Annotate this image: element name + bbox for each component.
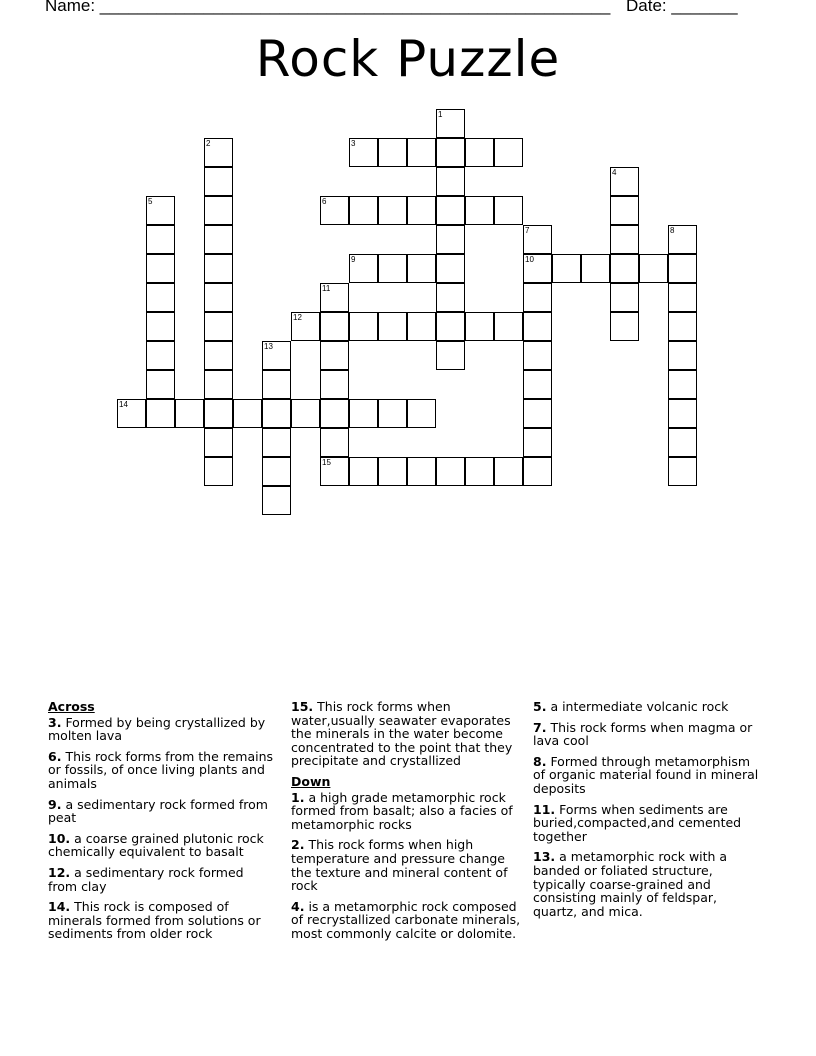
grid-cell[interactable] <box>146 399 175 428</box>
grid-cell[interactable] <box>262 486 291 515</box>
grid-cell[interactable] <box>204 457 233 486</box>
grid-cell[interactable] <box>204 341 233 370</box>
grid-cell[interactable] <box>146 370 175 399</box>
grid-cell[interactable] <box>291 312 320 341</box>
grid-cell[interactable] <box>146 225 175 254</box>
clue-down-5: 5. a intermediate volcanic rock <box>533 699 729 714</box>
grid-cell[interactable] <box>436 457 465 486</box>
grid-cell[interactable] <box>668 399 697 428</box>
grid-cell[interactable] <box>262 457 291 486</box>
grid-cell[interactable] <box>523 341 552 370</box>
grid-cell[interactable] <box>320 196 349 225</box>
grid-cell[interactable] <box>436 341 465 370</box>
grid-cell[interactable] <box>523 254 552 283</box>
grid-cell[interactable] <box>233 399 262 428</box>
grid-cell[interactable] <box>378 457 407 486</box>
grid-cell[interactable] <box>436 109 465 138</box>
grid-cell[interactable] <box>523 225 552 254</box>
grid-cell[interactable] <box>407 457 436 486</box>
grid-cell[interactable] <box>204 399 233 428</box>
grid-cell[interactable] <box>349 457 378 486</box>
clue-across-10: 10. a coarse grained plutonic rock chemically equivalent to basalt <box>48 830 264 860</box>
grid-cell[interactable] <box>349 399 378 428</box>
clue-number: 3 <box>351 139 356 148</box>
grid-cell[interactable] <box>262 428 291 457</box>
clue-column-2 <box>291 700 526 948</box>
grid-cell[interactable] <box>146 283 175 312</box>
across-heading: Across <box>48 699 95 714</box>
clue-number: 9 <box>351 255 356 264</box>
grid-cell[interactable] <box>465 457 494 486</box>
grid-cell[interactable] <box>436 283 465 312</box>
grid-cell[interactable] <box>378 254 407 283</box>
grid-cell[interactable] <box>204 428 233 457</box>
clue-down-11: 11. Forms when sediments are buried,compacted,and cemented together <box>533 801 742 844</box>
grid-cell[interactable] <box>117 399 146 428</box>
clue-number: 6 <box>322 197 327 206</box>
grid-cell[interactable] <box>262 341 291 370</box>
grid-cell[interactable] <box>436 312 465 341</box>
grid-cell[interactable] <box>349 254 378 283</box>
grid-cell[interactable] <box>639 254 668 283</box>
grid-cell[interactable] <box>465 196 494 225</box>
grid-cell[interactable] <box>407 312 436 341</box>
grid-cell[interactable] <box>320 341 349 370</box>
page-title: Rock Puzzle <box>255 30 561 88</box>
grid-cell[interactable] <box>465 312 494 341</box>
grid-cell[interactable] <box>668 254 697 283</box>
clue-column-1 <box>48 700 276 948</box>
grid-cell[interactable] <box>378 138 407 167</box>
grid-cell[interactable] <box>668 428 697 457</box>
grid-cell[interactable] <box>378 196 407 225</box>
grid-cell[interactable] <box>494 457 523 486</box>
clue-across-15: 15. This rock forms when water,usually seawater evaporates the minerals in the water become concentrated to the point that they precipitate and crystallized <box>291 699 513 769</box>
grid-cell[interactable] <box>204 138 233 167</box>
grid-cell[interactable] <box>204 370 233 399</box>
grid-cell[interactable] <box>668 312 697 341</box>
clue-across-12: 12. a sedimentary rock formed from clay <box>48 864 244 894</box>
grid-cell[interactable] <box>668 370 697 399</box>
grid-cell[interactable] <box>262 399 291 428</box>
grid-cell[interactable] <box>204 196 233 225</box>
grid-cell[interactable] <box>436 196 465 225</box>
grid-cell[interactable] <box>494 138 523 167</box>
clue-down-2: 2. This rock forms when high temperature and pressure change the texture and mineral content of rock <box>291 837 508 894</box>
grid-cell[interactable] <box>610 196 639 225</box>
grid-cell[interactable] <box>436 167 465 196</box>
clue-number: 15 <box>322 458 331 467</box>
grid-cell[interactable] <box>668 341 697 370</box>
grid-cell[interactable] <box>320 428 349 457</box>
grid-cell[interactable] <box>349 312 378 341</box>
grid-cell[interactable] <box>610 167 639 196</box>
grid-cell[interactable] <box>523 399 552 428</box>
date-field[interactable]: Date: _______ <box>626 0 738 15</box>
grid-cell[interactable] <box>523 312 552 341</box>
grid-cell[interactable] <box>407 196 436 225</box>
grid-cell[interactable] <box>320 283 349 312</box>
grid-cell[interactable] <box>523 283 552 312</box>
grid-cell[interactable] <box>494 196 523 225</box>
name-field[interactable]: Name: ______________________________________________________ <box>45 0 611 15</box>
grid-cell[interactable] <box>610 312 639 341</box>
grid-cell[interactable] <box>320 312 349 341</box>
grid-cell[interactable] <box>407 254 436 283</box>
clue-number: 4 <box>612 168 617 177</box>
clue-across-9: 9. a sedimentary rock formed from peat <box>48 796 268 826</box>
clue-down-7: 7. This rock forms when magma or lava cool <box>533 719 753 749</box>
down-heading: Down <box>291 773 331 789</box>
grid-cell[interactable] <box>349 196 378 225</box>
grid-cell[interactable] <box>204 312 233 341</box>
grid-cell[interactable] <box>610 225 639 254</box>
grid-cell[interactable] <box>291 399 320 428</box>
clue-number: 11 <box>322 284 331 293</box>
grid-cell[interactable] <box>523 428 552 457</box>
grid-cell[interactable] <box>349 138 378 167</box>
grid-cell[interactable] <box>523 370 552 399</box>
grid-cell[interactable] <box>320 457 349 486</box>
grid-cell[interactable] <box>552 254 581 283</box>
grid-cell[interactable] <box>668 457 697 486</box>
clue-number: 1 <box>438 110 443 119</box>
grid-cell[interactable] <box>610 254 639 283</box>
grid-cell[interactable] <box>146 254 175 283</box>
clue-across-6: 6. This rock forms from the remains or fossils, of once living plants and animals <box>48 748 274 791</box>
grid-cell[interactable] <box>581 254 610 283</box>
grid-cell[interactable] <box>378 312 407 341</box>
grid-cell[interactable] <box>610 283 639 312</box>
grid-cell[interactable] <box>465 138 494 167</box>
clue-number: 12 <box>293 313 302 322</box>
clue-number: 13 <box>264 342 273 351</box>
grid-cell[interactable] <box>436 138 465 167</box>
clue-number: 2 <box>206 139 211 148</box>
clue-across-14: 14. This rock is composed of minerals formed from solutions or sediments from older rock <box>48 899 261 942</box>
grid-cell[interactable] <box>146 312 175 341</box>
grid-cell[interactable] <box>204 283 233 312</box>
clue-column-3 <box>533 700 763 925</box>
clue-down-8: 8. Formed through metamorphism of organic material found in mineral deposits <box>533 753 759 796</box>
grid-cell[interactable] <box>407 399 436 428</box>
grid-cell[interactable] <box>204 254 233 283</box>
grid-cell[interactable] <box>407 138 436 167</box>
clue-down-13: 13. a metamorphic rock with a banded or foliated structure, typically coarse-grained and consisting mainly of feldspar, quartz, and mica. <box>533 849 728 919</box>
grid-cell[interactable] <box>668 283 697 312</box>
grid-cell[interactable] <box>320 399 349 428</box>
grid-cell[interactable] <box>204 225 233 254</box>
grid-cell[interactable] <box>146 196 175 225</box>
grid-cell[interactable] <box>320 370 349 399</box>
grid-cell[interactable] <box>436 254 465 283</box>
clue-down-4: 4. is a metamorphic rock composed of recrystallized carbonate minerals, most commonly calcite or dolomite. <box>291 898 521 941</box>
grid-cell[interactable] <box>378 399 407 428</box>
grid-cell[interactable] <box>668 225 697 254</box>
grid-cell[interactable] <box>523 457 552 486</box>
clue-number: 5 <box>148 197 153 206</box>
clue-down-1: 1. a high grade metamorphic rock formed from basalt; also a facies of metamorphic rocks <box>291 789 513 832</box>
clue-number: 10 <box>525 255 534 264</box>
clue-number: 14 <box>119 400 128 409</box>
grid-cell[interactable] <box>146 341 175 370</box>
grid-cell[interactable] <box>494 312 523 341</box>
grid-cell[interactable] <box>436 225 465 254</box>
clue-number: 8 <box>670 226 675 235</box>
grid-cell[interactable] <box>175 399 204 428</box>
clue-across-3: 3. Formed by being crystallized by molten lava <box>48 714 266 744</box>
clue-number: 7 <box>525 226 530 235</box>
grid-cell[interactable] <box>204 167 233 196</box>
grid-cell[interactable] <box>262 370 291 399</box>
